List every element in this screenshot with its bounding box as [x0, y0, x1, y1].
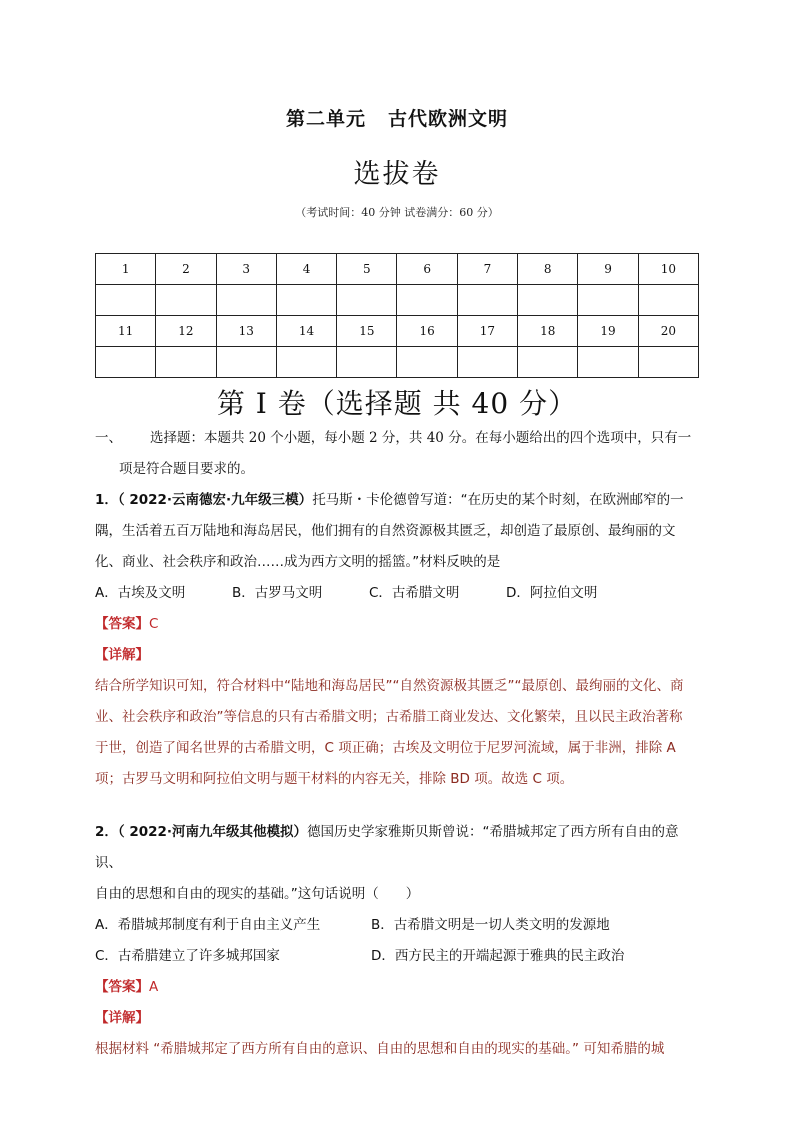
answer-value: A [149, 979, 159, 995]
detail-text: 项；古罗马文明和阿拉伯文明与题干材料的内容无关，排除 BD 项。故选 C 项。 [95, 771, 574, 787]
answer-box[interactable] [216, 285, 276, 316]
answer-box[interactable] [96, 347, 156, 378]
unit-title [0, 104, 794, 131]
question-stem: 隅，生活着五百万陆地和海岛居民，他们拥有的自然资源极其匮乏，却创造了最原创、最绚丽的文 [95, 523, 676, 539]
answer-box[interactable] [457, 285, 517, 316]
question-stem: 自由的思想和自由的现实的基础。”这句话说明（ ） [95, 886, 420, 902]
section-title: 第 I 卷（选择题 共 40 分） [216, 387, 578, 420]
answer-box[interactable] [276, 285, 336, 316]
detail-text: 根据材料 “希腊城邦定了西方所有自由的意识、自由的思想和自由的现实的基础。” 可知希腊的城 [95, 1041, 665, 1057]
detail-text: 于世，创造了闻名世界的古希腊文明，C 项正确；古埃及文明位于尼罗河流域，属于非洲，排除 A [95, 740, 676, 756]
answer-grid-cell: 20 [638, 316, 698, 347]
question-1 [95, 485, 705, 795]
answer-value: C [149, 616, 159, 632]
instruction-line: 选择题：本题共 20 个小题，每小题 2 分，共 40 分。在每小题给出的四个选项中，只有一 [150, 430, 692, 446]
answer-box[interactable] [216, 347, 276, 378]
answer-box[interactable] [337, 347, 397, 378]
answer-box[interactable] [578, 347, 638, 378]
option-row [95, 578, 705, 609]
answer-box[interactable] [276, 347, 336, 378]
answer-grid-cell: 12 [156, 316, 216, 347]
option-row [95, 910, 705, 941]
option-b[interactable]: B．古罗马文明 [232, 585, 323, 601]
answer-grid-cell: 11 [96, 316, 156, 347]
answer-grid-cell: 3 [216, 254, 276, 285]
answer-grid-cell: 5 [337, 254, 397, 285]
answer-grid-cell: 8 [518, 254, 578, 285]
answer-box[interactable] [638, 347, 698, 378]
answer-box[interactable] [397, 347, 457, 378]
answer-grid-cell: 16 [397, 316, 457, 347]
answer-grid-cell: 10 [638, 254, 698, 285]
answer-grid-cell: 15 [337, 316, 397, 347]
answer-grid-cell: 18 [518, 316, 578, 347]
answer-box[interactable] [156, 347, 216, 378]
answer-box[interactable] [518, 347, 578, 378]
detail-text: 结合所学知识可知，符合材料中“陆地和海岛居民”“自然资源极其匮乏”“最原创、最绚丽的文化、商 [95, 678, 684, 694]
section-instructions [95, 423, 705, 485]
option-d[interactable]: D．西方民主的开端起源于雅典的民主政治 [371, 948, 625, 964]
exam-info: （考试时间：40 分钟 试卷满分：60 分） [295, 206, 499, 219]
answer-grid-cell: 14 [276, 316, 336, 347]
option-a[interactable]: A．希腊城邦制度有利于自由主义产生 [95, 917, 321, 933]
option-b[interactable]: B．古希腊文明是一切人类文明的发源地 [371, 917, 610, 933]
answer-grid-numbers-row-1 [96, 254, 699, 285]
detail-text: 业、社会秩序和政治”等信息的只有古希腊文明；古希腊工商业发达、文化繁荣，且以民主政治著称 [95, 709, 683, 725]
answer-box[interactable] [578, 285, 638, 316]
answer-box[interactable] [638, 285, 698, 316]
answer-grid-cell: 1 [96, 254, 156, 285]
unit-topic: 古代欧洲文明 [388, 108, 509, 130]
answer-grid-blank-row-1 [96, 285, 699, 316]
answer-grid-blank-row-2 [96, 347, 699, 378]
question-stem: 化、商业、社会秩序和政治……成为西方文明的摇篮。”材料反映的是 [95, 554, 501, 570]
answer-box[interactable] [457, 347, 517, 378]
answer-grid-cell: 13 [216, 316, 276, 347]
answer-box[interactable] [397, 285, 457, 316]
option-c[interactable]: C．古希腊文明 [369, 585, 460, 601]
section-number: 一、 [95, 430, 122, 446]
option-c[interactable]: C．古希腊建立了许多城邦国家 [95, 948, 280, 964]
question-source: （ 2022·云南德宏·九年级三模） [117, 492, 313, 508]
question-source: （ 2022·河南九年级其他模拟） [117, 824, 308, 840]
instruction-line: 项是符合题目要求的。 [119, 461, 254, 477]
answer-label: 【答案】 [95, 979, 149, 995]
answer-box[interactable] [156, 285, 216, 316]
question-stem: 托马斯・卡伦德曾写道：“在历史的某个时刻，在欧洲邮窄的一 [312, 492, 684, 508]
answer-grid-cell: 6 [397, 254, 457, 285]
question-2 [95, 817, 705, 1065]
answer-grid-cell: 7 [457, 254, 517, 285]
answer-box[interactable] [96, 285, 156, 316]
answer-grid-numbers-row-2 [96, 316, 699, 347]
answer-grid [95, 253, 699, 378]
question-number: 1． [95, 492, 118, 508]
answer-grid-cell: 17 [457, 316, 517, 347]
unit-label: 第二单元 [285, 108, 366, 130]
answer-grid-cell: 9 [578, 254, 638, 285]
question-number: 2． [95, 824, 118, 840]
answer-grid-cell: 2 [156, 254, 216, 285]
option-row [95, 941, 705, 972]
option-a[interactable]: A．古埃及文明 [95, 585, 186, 601]
detail-label: 【详解】 [95, 647, 149, 663]
paper-title: 选拔卷 [353, 159, 441, 190]
question-stem: 德国历史学家雅斯贝斯曾说：“希腊城邦定了西方所有自由的意识、 [95, 824, 679, 871]
answer-grid-cell: 4 [276, 254, 336, 285]
detail-label: 【详解】 [95, 1010, 149, 1026]
option-d[interactable]: D．阿拉伯文明 [506, 585, 598, 601]
answer-box[interactable] [518, 285, 578, 316]
answer-grid-cell: 19 [578, 316, 638, 347]
answer-box[interactable] [337, 285, 397, 316]
answer-label: 【答案】 [95, 616, 149, 632]
